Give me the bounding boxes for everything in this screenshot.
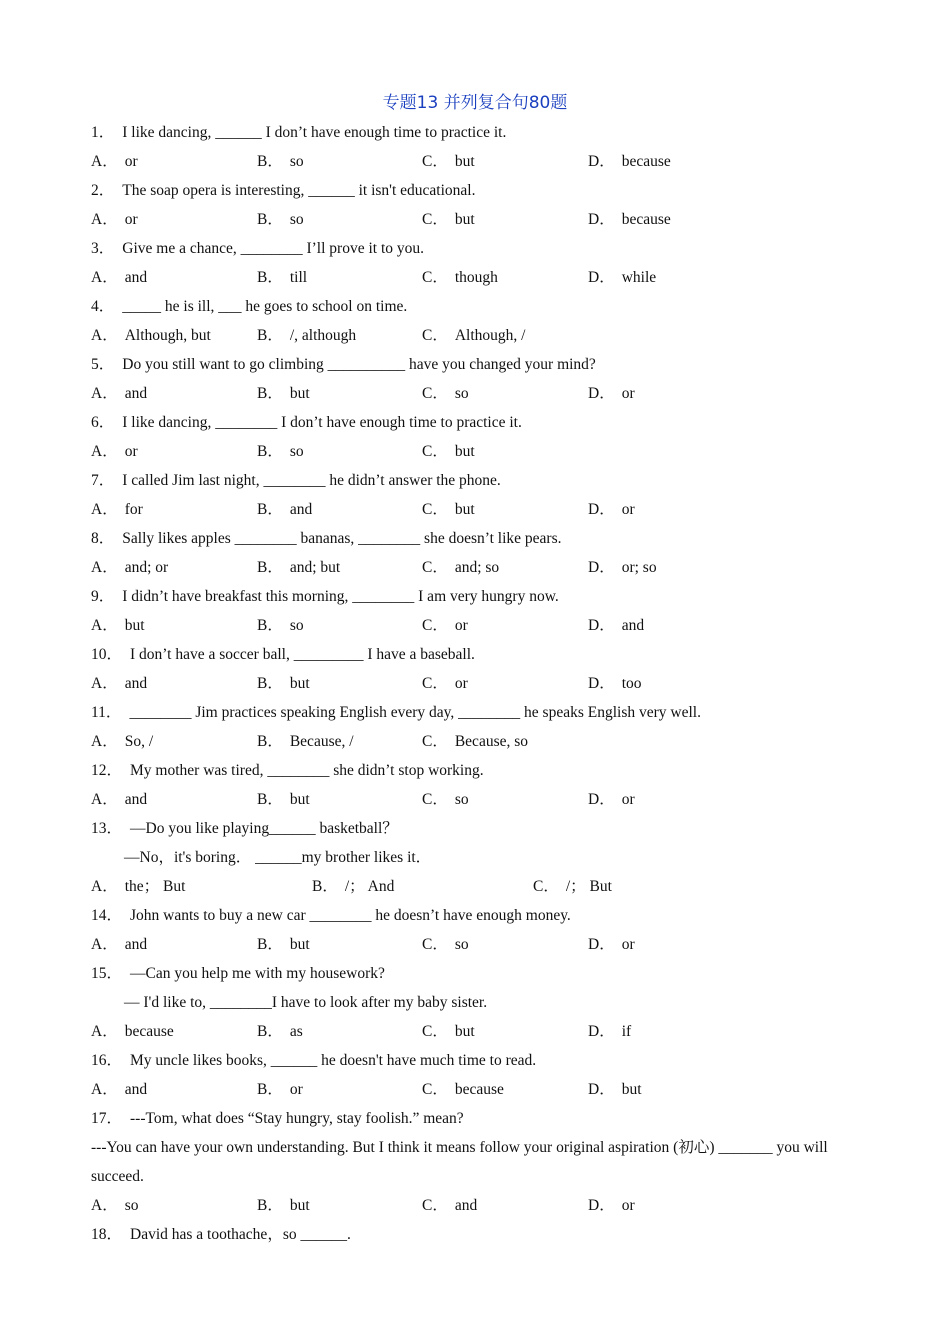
question-number: 1． [91,124,115,141]
option-b[interactable]: B． so [257,443,304,460]
option-c[interactable]: C． Because, so [422,733,529,750]
option-d[interactable]: D． too [588,675,642,692]
option-a[interactable]: A． but [91,617,145,634]
question-text: _____ he is ill, ___ he goes to school on time. [122,298,408,315]
question-number: 18． [91,1226,123,1243]
option-a[interactable]: A． because [91,1023,174,1040]
question-text: My uncle likes books, ______ he doesn't have much time to read. [130,1052,537,1069]
question-number: 2． [91,182,115,199]
question-number: 13． [91,820,123,837]
question-10 [91,645,475,665]
question-16 [91,1051,536,1071]
option-a[interactable]: A． the； But [91,878,186,895]
question-13 [91,819,398,839]
option-c[interactable]: C． because [422,1081,504,1098]
option-d[interactable]: D． or [588,791,635,808]
question-18 [91,1225,351,1245]
question-text: I didn’t have breakfast this morning, ________ I am very hungry now. [122,588,559,605]
option-c[interactable]: C． but [422,443,475,460]
option-a[interactable]: A． and; or [91,559,169,576]
question-number: 7． [91,472,115,489]
option-d[interactable]: D． but [588,1081,642,1098]
option-c[interactable]: C． but [422,211,475,228]
question-text: —Do you like playing______ basketball？ [130,820,398,837]
option-a[interactable]: A． Although, but [91,327,211,344]
question-text: Give me a chance, ________ I’ll prove it to you. [122,240,425,257]
option-b[interactable]: B． and; but [257,559,341,576]
option-b[interactable]: B． so [257,617,304,634]
question-text: I like dancing, ________ I don’t have enough time to practice it. [122,414,522,431]
question-15 [91,964,385,984]
question-text-reply: —No，it's boring． ______my brother likes it． [124,849,432,866]
question-number: 16． [91,1052,123,1069]
option-b[interactable]: B． but [257,791,310,808]
question-text-reply: ---You can have your own understanding. But I think it means follow your original aspiration (初心) _______ you will succeed. [91,1139,828,1185]
option-c[interactable]: C． or [422,617,468,634]
option-b[interactable]: B． but [257,385,310,402]
page-title: 专题13 并列复合句80题 [382,93,568,113]
question-text: ________ Jim practices speaking English every day, ________ he speaks English very well. [129,704,701,721]
option-b[interactable]: B． Because, / [257,733,354,750]
question-1 [91,123,506,143]
option-b[interactable]: B． or [257,1081,303,1098]
option-c[interactable]: C． though [422,269,498,286]
option-b[interactable]: B． /； And [312,878,395,895]
question-number: 14． [91,907,123,924]
question-text: I like dancing, ______ I don’t have enough time to practice it. [122,124,507,141]
question-8 [91,529,562,549]
option-d[interactable]: D． or; so [588,559,657,576]
option-d[interactable]: D． if [588,1023,632,1040]
option-c[interactable]: C． Although, / [422,327,526,344]
option-c[interactable]: C． but [422,501,475,518]
question-6 [91,413,522,433]
question-text: The soap opera is interesting, ______ it isn't educational. [122,182,476,199]
question-text: I called Jim last night, ________ he didn’t answer the phone. [122,472,501,489]
question-number: 10． [91,646,123,663]
option-d[interactable]: D． and [588,617,645,634]
option-a[interactable]: A． for [91,501,143,518]
option-b[interactable]: B． as [257,1023,303,1040]
option-c[interactable]: C． so [422,385,469,402]
question-number: 12． [91,762,123,779]
question-number: 9． [91,588,115,605]
option-b[interactable]: B． but [257,675,310,692]
option-b[interactable]: B． /, although [257,327,357,344]
option-b[interactable]: B． so [257,153,304,170]
option-c[interactable]: C． /； But [533,878,612,895]
question-number: 3． [91,240,115,257]
option-a[interactable]: A． or [91,153,138,170]
option-d[interactable]: D． because [588,153,671,170]
option-d[interactable]: D． because [588,211,671,228]
option-a[interactable]: A． or [91,443,138,460]
option-c[interactable]: C． but [422,153,475,170]
option-a[interactable]: A． and [91,1081,148,1098]
question-3 [91,239,424,259]
question-text: ---Tom, what does “Stay hungry, stay foolish.” mean? [130,1110,464,1127]
option-d[interactable]: D． while [588,269,657,286]
option-c[interactable]: C． and [422,1197,478,1214]
question-number: 4． [91,298,115,315]
question-4 [91,297,407,317]
option-c[interactable]: C． and; so [422,559,500,576]
option-a[interactable]: A． or [91,211,138,228]
option-a[interactable]: A． and [91,269,148,286]
option-a[interactable]: A． and [91,675,148,692]
question-text: John wants to buy a new car ________ he doesn’t have enough money. [130,907,571,924]
option-a[interactable]: A． So, / [91,733,154,750]
option-c[interactable]: C． but [422,1023,475,1040]
option-b[interactable]: B． so [257,211,304,228]
question-14 [91,906,571,926]
option-a[interactable]: A． and [91,385,148,402]
question-number: 6． [91,414,115,431]
option-b[interactable]: B． but [257,1197,310,1214]
question-5 [91,355,596,375]
option-b[interactable]: B． till [257,269,308,286]
question-number: 8． [91,530,115,547]
question-text: David has a toothache，so ______. [130,1226,351,1243]
question-17 [91,1109,464,1129]
question-2 [91,181,475,201]
option-b[interactable]: B． and [257,501,313,518]
question-number: 11． [91,704,122,721]
option-c[interactable]: C． or [422,675,468,692]
question-number: 15． [91,965,123,982]
question-text: —Can you help me with my housework? [130,965,385,982]
option-d[interactable]: D． or [588,385,635,402]
option-a[interactable]: A． and [91,791,148,808]
question-text: Sally likes apples ________ bananas, ________ she doesn’t like pears. [122,530,562,547]
option-c[interactable]: C． so [422,936,469,953]
question-number: 17． [91,1110,123,1127]
question-7 [91,471,501,491]
question-text: My mother was tired, ________ she didn’t stop working. [130,762,484,779]
question-number: 5． [91,356,115,373]
option-a[interactable]: A． so [91,1197,139,1214]
option-b[interactable]: B． but [257,936,310,953]
option-d[interactable]: D． or [588,936,635,953]
question-text: I don’t have a soccer ball, _________ I have a baseball. [130,646,475,663]
question-text: Do you still want to go climbing __________ have you changed your mind? [122,356,596,373]
question-12 [91,761,484,781]
option-d[interactable]: D． or [588,1197,635,1214]
question-text-reply: — I'd like to, ________I have to look after my baby sister. [124,994,488,1011]
question-11 [91,703,701,723]
option-a[interactable]: A． and [91,936,148,953]
option-d[interactable]: D． or [588,501,635,518]
question-9 [91,587,559,607]
option-c[interactable]: C． so [422,791,469,808]
